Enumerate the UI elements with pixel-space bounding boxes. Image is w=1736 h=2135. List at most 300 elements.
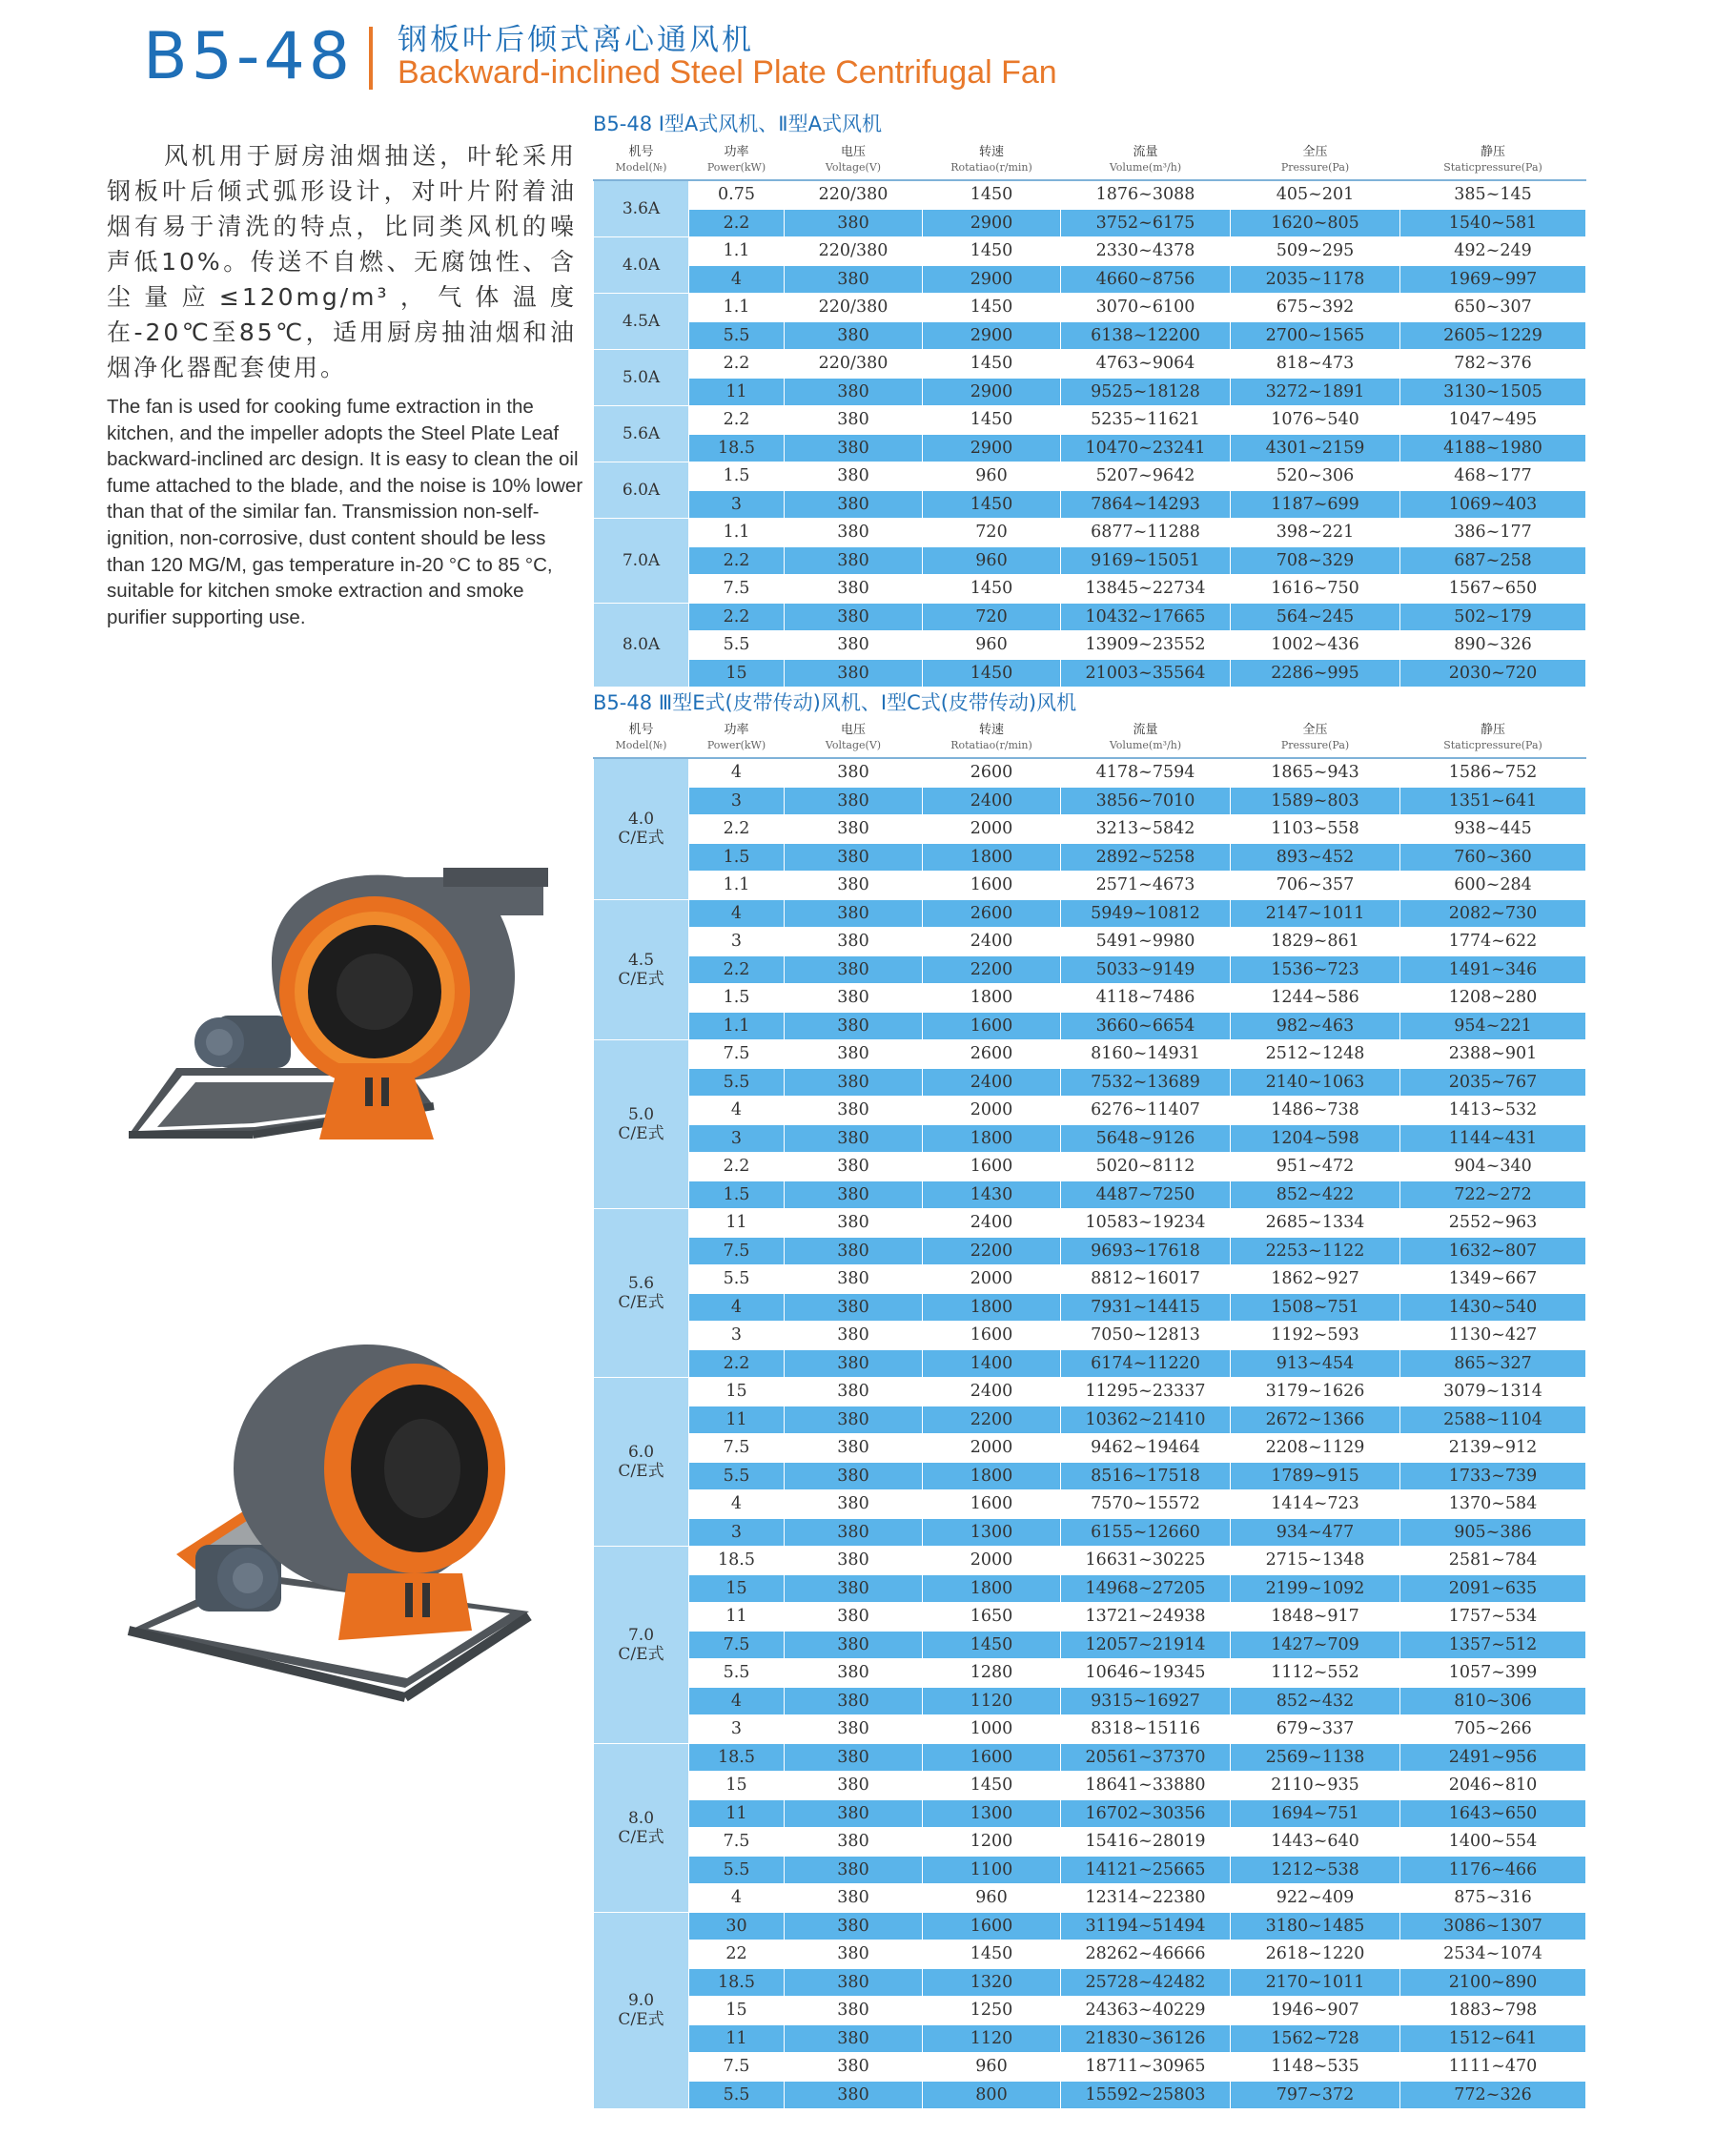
model-cell: 4.0A [594,237,689,294]
table-cell: 1508~751 [1231,1293,1400,1322]
table-cell: 2.2 [689,406,785,435]
column-header-en: Staticpressure(Pa) [1443,160,1542,174]
table-cell: 380 [785,1293,923,1322]
table-cell: 380 [785,899,923,928]
table-cell: 2.2 [689,1153,785,1181]
table-cell: 1829~861 [1231,928,1400,956]
spec-table-a [593,139,1586,688]
table-cell: 922~409 [1231,1884,1400,1913]
table-cell: 380 [785,1799,923,1828]
table-cell: 2.2 [689,815,785,844]
table-row [594,1293,1586,1322]
table-cell: 4487~7250 [1061,1180,1231,1209]
table-cell: 16702~30356 [1061,1799,1231,1828]
table-cell: 893~452 [1231,843,1400,872]
column-header-cn: 电压 [840,722,866,737]
model-cell: 3.6A [594,180,689,237]
table-cell: 938~445 [1400,815,1586,844]
table-row [594,955,1586,984]
table-cell: 15 [689,659,785,688]
column-header-cn: 全压 [1302,144,1328,159]
table-cell: 2400 [923,1209,1061,1238]
table-cell: 2091~635 [1400,1574,1586,1603]
intro-english: The fan is used for cooking fume extraction in the kitchen, and the impeller adopts the Steel Plate Leaf backward-inclined arc design. It is easy to clean the oil fume attached to the blade, and the noise is 10% lower than that of the similar fan. Transmission non-self-ignition, non-corrosive, dust content should be less than 120 MG/M, gas temperature in-20 °C to 85 °C, suitable for kitchen smoke extraction and smoke purifier supporting use. [107,396,583,628]
table-cell: 380 [785,2081,923,2109]
table-cell: 13845~22734 [1061,575,1231,604]
table-row [594,434,1586,462]
table-cell: 4 [689,1097,785,1125]
table-cell: 28262~46666 [1061,1940,1231,1969]
table-cell: 1208~280 [1400,984,1586,1013]
table-cell: 1430 [923,1180,1061,1209]
table-cell: 1600 [923,872,1061,900]
table-row [594,1997,1586,2025]
table-cell: 865~327 [1400,1349,1586,1378]
model-cell: 8.0A [594,603,689,688]
table-cell: 2.2 [689,1349,785,1378]
table-cell: 2400 [923,1378,1061,1406]
table-cell: 1413~532 [1400,1097,1586,1125]
table-cell: 380 [785,1097,923,1125]
table-cell: 1536~723 [1231,955,1400,984]
table-cell: 15592~25803 [1061,2081,1231,2109]
table-cell: 1757~534 [1400,1603,1586,1632]
table-cell: 6877~11288 [1061,519,1231,547]
table-cell: 4763~9064 [1061,350,1231,379]
table-cell: 7.5 [689,1828,785,1857]
table-cell: 380 [785,406,923,435]
table-cell: 24363~40229 [1061,1997,1231,2025]
table-row [594,1603,1586,1632]
table-cell: 380 [785,1856,923,1884]
table-cell: 1.5 [689,984,785,1013]
table-cell: 2.2 [689,546,785,575]
table-cell: 2605~1229 [1400,321,1586,350]
table-cell: 904~340 [1400,1153,1586,1181]
table-cell: 1540~581 [1400,209,1586,237]
table-cell: 220/380 [785,237,923,266]
table-cell: 852~432 [1231,1687,1400,1715]
model-cell: 4.5 C/E式 [594,899,689,1040]
table-cell: 4301~2159 [1231,434,1400,462]
table-cell: 380 [785,1068,923,1097]
table-cell: 3 [689,1124,785,1153]
table-row [594,1012,1586,1040]
column-header-en: Rotatiao(r/min) [950,160,1032,174]
table-cell: 8516~17518 [1061,1462,1231,1490]
table-cell: 5207~9642 [1061,462,1231,491]
table-cell: 18.5 [689,1547,785,1575]
table-cell: 2046~810 [1400,1772,1586,1800]
table-cell: 11 [689,1603,785,1632]
table-cell: 5.5 [689,1265,785,1294]
table-row [594,519,1586,547]
table-cell: 380 [785,631,923,660]
table-row [594,899,1586,928]
table-cell: 2000 [923,1097,1061,1125]
table-cell: 1774~622 [1400,928,1586,956]
table-cell: 380 [785,2024,923,2053]
table-cell: 7.5 [689,575,785,604]
table-row [594,758,1586,787]
table-cell: 1351~641 [1400,787,1586,815]
table-cell: 6155~12660 [1061,1518,1231,1547]
table-cell: 380 [785,462,923,491]
fan-image-direct-drive [119,849,558,1173]
table-cell: 1176~466 [1400,1856,1586,1884]
table1-title: B5-48 Ⅰ型A式风机、Ⅱ型A式风机 [593,113,883,135]
table-cell: 4 [689,265,785,294]
table-cell: 1400 [923,1349,1061,1378]
table-cell: 3 [689,1518,785,1547]
table-row [594,1378,1586,1406]
table-cell: 15 [689,1378,785,1406]
table-cell: 11 [689,378,785,406]
table-cell: 380 [785,321,923,350]
table-cell: 2100~890 [1400,1968,1586,1997]
table-cell: 2512~1248 [1231,1040,1400,1069]
column-header [594,140,689,181]
table-row [594,180,1586,209]
table-cell: 1865~943 [1231,758,1400,787]
table-cell: 4 [689,1293,785,1322]
table-cell: 380 [785,1547,923,1575]
table-row [594,462,1586,491]
table-cell: 380 [785,1968,923,1997]
table-cell: 687~258 [1400,546,1586,575]
table-cell: 2715~1348 [1231,1547,1400,1575]
table-cell: 380 [785,1743,923,1772]
table-cell: 1589~803 [1231,787,1400,815]
table-cell: 380 [785,1940,923,1969]
table-cell: 7.5 [689,1631,785,1659]
table-cell: 1694~751 [1231,1799,1400,1828]
table-cell: 12057~21914 [1061,1631,1231,1659]
table-cell: 720 [923,519,1061,547]
table-cell: 5.5 [689,1659,785,1688]
table-cell: 913~454 [1231,1349,1400,1378]
table-cell: 509~295 [1231,237,1400,266]
table-cell: 7.5 [689,1237,785,1265]
table-cell: 2110~935 [1231,1772,1400,1800]
table-cell: 1400~554 [1400,1828,1586,1857]
column-header [594,718,689,759]
table-cell: 380 [785,843,923,872]
column-header-cn: 静压 [1480,144,1505,159]
table-cell: 7532~13689 [1061,1068,1231,1097]
column-header-cn: 转速 [978,144,1004,159]
table-cell: 7931~14415 [1061,1293,1231,1322]
table-cell: 7.5 [689,1434,785,1463]
table-cell: 5235~11621 [1061,406,1231,435]
column-header [689,718,785,759]
table-cell: 380 [785,928,923,956]
table-row [594,1153,1586,1181]
table-row [594,1349,1586,1378]
table-cell: 772~326 [1400,2081,1586,2109]
table-cell: 2900 [923,209,1061,237]
table-cell: 1103~558 [1231,815,1400,844]
column-header-cn: 机号 [628,722,654,737]
table-cell: 1450 [923,659,1061,688]
table-cell: 1069~403 [1400,490,1586,519]
table-cell: 3752~6175 [1061,209,1231,237]
table-cell: 1192~593 [1231,1322,1400,1350]
table-cell: 2170~1011 [1231,1968,1400,1997]
table-cell: 380 [785,519,923,547]
table-cell: 852~422 [1231,1180,1400,1209]
table-cell: 8812~16017 [1061,1265,1231,1294]
table-cell: 3272~1891 [1231,378,1400,406]
table-cell: 1414~723 [1231,1490,1400,1519]
column-header-en: Voltage(V) [825,160,882,174]
table-cell: 1883~798 [1400,1997,1586,2025]
table-cell: 1357~512 [1400,1631,1586,1659]
table-cell: 2286~995 [1231,659,1400,688]
table-cell: 380 [785,1349,923,1378]
table-cell: 2900 [923,321,1061,350]
table-cell: 1800 [923,1574,1061,1603]
table-cell: 18711~30965 [1061,2053,1231,2082]
table-cell: 3179~1626 [1231,1378,1400,1406]
table-cell: 1130~427 [1400,1322,1586,1350]
table-cell: 2082~730 [1400,899,1586,928]
table-cell: 1789~915 [1231,1462,1400,1490]
table-cell: 380 [785,1378,923,1406]
table-cell: 405~201 [1231,180,1400,209]
table-cell: 10470~23241 [1061,434,1231,462]
table-cell: 1800 [923,1462,1061,1490]
table-row [594,1856,1586,1884]
table-cell: 2000 [923,1265,1061,1294]
table-cell: 800 [923,2081,1061,2109]
column-header-en: Volume(m³/h) [1109,160,1182,174]
table-cell: 468~177 [1400,462,1586,491]
column-header [1231,718,1400,759]
table-cell: 5949~10812 [1061,899,1231,928]
table-row [594,984,1586,1013]
table-row [594,603,1586,631]
table-cell: 2400 [923,928,1061,956]
table-cell: 380 [785,1153,923,1181]
table2-title: B5-48 Ⅲ型E式(皮带传动)风机、Ⅰ型C式(皮带传动)风机 [593,691,1077,714]
table-cell: 380 [785,815,923,844]
table-cell: 220/380 [785,350,923,379]
table-cell: 960 [923,462,1061,491]
table-cell: 1000 [923,1715,1061,1744]
model-cell: 9.0 C/E式 [594,1912,689,2109]
table-row [594,490,1586,519]
table-cell: 3 [689,490,785,519]
table-cell: 2000 [923,815,1061,844]
table-row [594,1828,1586,1857]
table-cell: 380 [785,1434,923,1463]
table-cell: 9693~17618 [1061,1237,1231,1265]
table-cell: 380 [785,872,923,900]
table-row [594,843,1586,872]
column-header [1061,140,1231,181]
table-cell: 1443~640 [1231,1828,1400,1857]
table-cell: 960 [923,2053,1061,2082]
table-cell: 1450 [923,406,1061,435]
table-cell: 1620~805 [1231,209,1400,237]
table-cell: 2200 [923,1406,1061,1434]
table-row [594,1180,1586,1209]
table-cell: 1.1 [689,519,785,547]
table-cell: 11 [689,1209,785,1238]
table-row [594,1124,1586,1153]
table-cell: 2892~5258 [1061,843,1231,872]
table-cell: 11 [689,2024,785,2053]
table-cell: 1600 [923,1012,1061,1040]
table-cell: 380 [785,1884,923,1913]
table-cell: 2600 [923,899,1061,928]
table-cell: 782~376 [1400,350,1586,379]
table-row [594,1687,1586,1715]
table-cell: 380 [785,1997,923,2025]
table-row [594,1322,1586,1350]
table-cell: 380 [785,1715,923,1744]
table-cell: 1800 [923,984,1061,1013]
column-header [785,140,923,181]
table-cell: 10583~19234 [1061,1209,1231,1238]
table-cell: 1450 [923,490,1061,519]
table-cell: 2139~912 [1400,1434,1586,1463]
table-cell: 5491~9980 [1061,928,1231,956]
column-header-cn: 机号 [628,144,654,159]
table-cell: 7050~12813 [1061,1322,1231,1350]
table-cell: 2491~956 [1400,1743,1586,1772]
model-cell: 5.0A [594,350,689,406]
table-cell: 380 [785,1322,923,1350]
table-cell: 1204~598 [1231,1124,1400,1153]
table-cell: 2571~4673 [1061,872,1231,900]
table-cell: 18.5 [689,434,785,462]
table-cell: 2208~1129 [1231,1434,1400,1463]
table-cell: 679~337 [1231,1715,1400,1744]
table-cell: 875~316 [1400,1884,1586,1913]
table-cell: 1450 [923,180,1061,209]
table-cell: 3086~1307 [1400,1912,1586,1940]
table-row [594,294,1586,322]
table-cell: 380 [785,1518,923,1547]
table-cell: 3070~6100 [1061,294,1231,322]
table-cell: 2581~784 [1400,1547,1586,1575]
column-header-cn: 转速 [978,722,1004,737]
table-cell: 398~221 [1231,519,1400,547]
table-cell: 6138~12200 [1061,321,1231,350]
table-row [594,631,1586,660]
table-row [594,2024,1586,2053]
table-cell: 380 [785,378,923,406]
table-cell: 4188~1980 [1400,434,1586,462]
table-cell: 600~284 [1400,872,1586,900]
table-row [594,659,1586,688]
table-cell: 380 [785,209,923,237]
table-cell: 1.1 [689,237,785,266]
table-row [594,815,1586,844]
table-cell: 1.5 [689,462,785,491]
table-cell: 380 [785,265,923,294]
table-cell: 380 [785,1631,923,1659]
table-cell: 492~249 [1400,237,1586,266]
table-cell: 2588~1104 [1400,1406,1586,1434]
column-header-en: Pressure(Pa) [1280,738,1350,751]
table-cell: 380 [785,955,923,984]
table-cell: 9169~15051 [1061,546,1231,575]
table-cell: 25728~42482 [1061,1968,1231,1997]
table-cell: 960 [923,1884,1061,1913]
table-cell: 1632~807 [1400,1237,1586,1265]
table-cell: 2140~1063 [1231,1068,1400,1097]
model-cell: 6.0A [594,462,689,519]
table-cell: 760~360 [1400,843,1586,872]
table-cell: 1.5 [689,1180,785,1209]
table-cell: 2000 [923,1434,1061,1463]
table-cell: 5.5 [689,631,785,660]
table-cell: 2685~1334 [1231,1209,1400,1238]
column-header-cn: 电压 [840,144,866,159]
table-cell: 10646~19345 [1061,1659,1231,1688]
table-cell: 380 [785,758,923,787]
table-cell: 10362~21410 [1061,1406,1231,1434]
table-cell: 15416~28019 [1061,1828,1231,1857]
table-cell: 30 [689,1912,785,1940]
table-cell: 380 [785,490,923,519]
table-cell: 18.5 [689,1743,785,1772]
table-cell: 1450 [923,1631,1061,1659]
column-header [1061,718,1231,759]
table-cell: 1250 [923,1997,1061,2025]
model-cell: 8.0 C/E式 [594,1743,689,1912]
column-header [923,140,1061,181]
table-cell: 21830~36126 [1061,2024,1231,2053]
table-cell: 380 [785,1603,923,1632]
table-cell: 380 [785,1490,923,1519]
table-row [594,2053,1586,2082]
column-header-en: Voltage(V) [825,738,882,751]
table-cell: 1076~540 [1231,406,1400,435]
table-cell: 2.2 [689,350,785,379]
table-cell: 1600 [923,1490,1061,1519]
column-header [785,718,923,759]
table-cell: 2200 [923,1237,1061,1265]
table-cell: 380 [785,1462,923,1490]
table-cell: 1148~535 [1231,2053,1400,2082]
table-cell: 1450 [923,294,1061,322]
table-cell: 1.1 [689,1012,785,1040]
column-header-en: Pressure(Pa) [1280,160,1350,174]
table-cell: 6174~11220 [1061,1349,1231,1378]
table-cell: 385~145 [1400,180,1586,209]
table-cell: 4 [689,1687,785,1715]
table-row [594,1237,1586,1265]
table-cell: 380 [785,575,923,604]
table-cell: 4 [689,899,785,928]
table-cell: 380 [785,1124,923,1153]
table-cell: 21003~35564 [1061,659,1231,688]
table-cell: 890~326 [1400,631,1586,660]
model-cell: 7.0A [594,519,689,604]
table-cell: 3213~5842 [1061,815,1231,844]
table-cell: 380 [785,1012,923,1040]
table-cell: 14968~27205 [1061,1574,1231,1603]
table-cell: 1450 [923,1940,1061,1969]
table-cell: 706~357 [1231,872,1400,900]
table-cell: 1600 [923,1322,1061,1350]
intro-chinese: 风机用于厨房油烟抽送，叶轮采用钢板叶后倾式弧形设计，对叶片附着油烟有易于清洗的特点，比同类风机的噪声低10%。传送不自燃、无腐蚀性、含尘量应≤120mg/m³，气体温度在-20℃至85℃，适用厨房抽油烟和油烟净化器配套使用。 [107,142,577,381]
table-cell: 1450 [923,575,1061,604]
